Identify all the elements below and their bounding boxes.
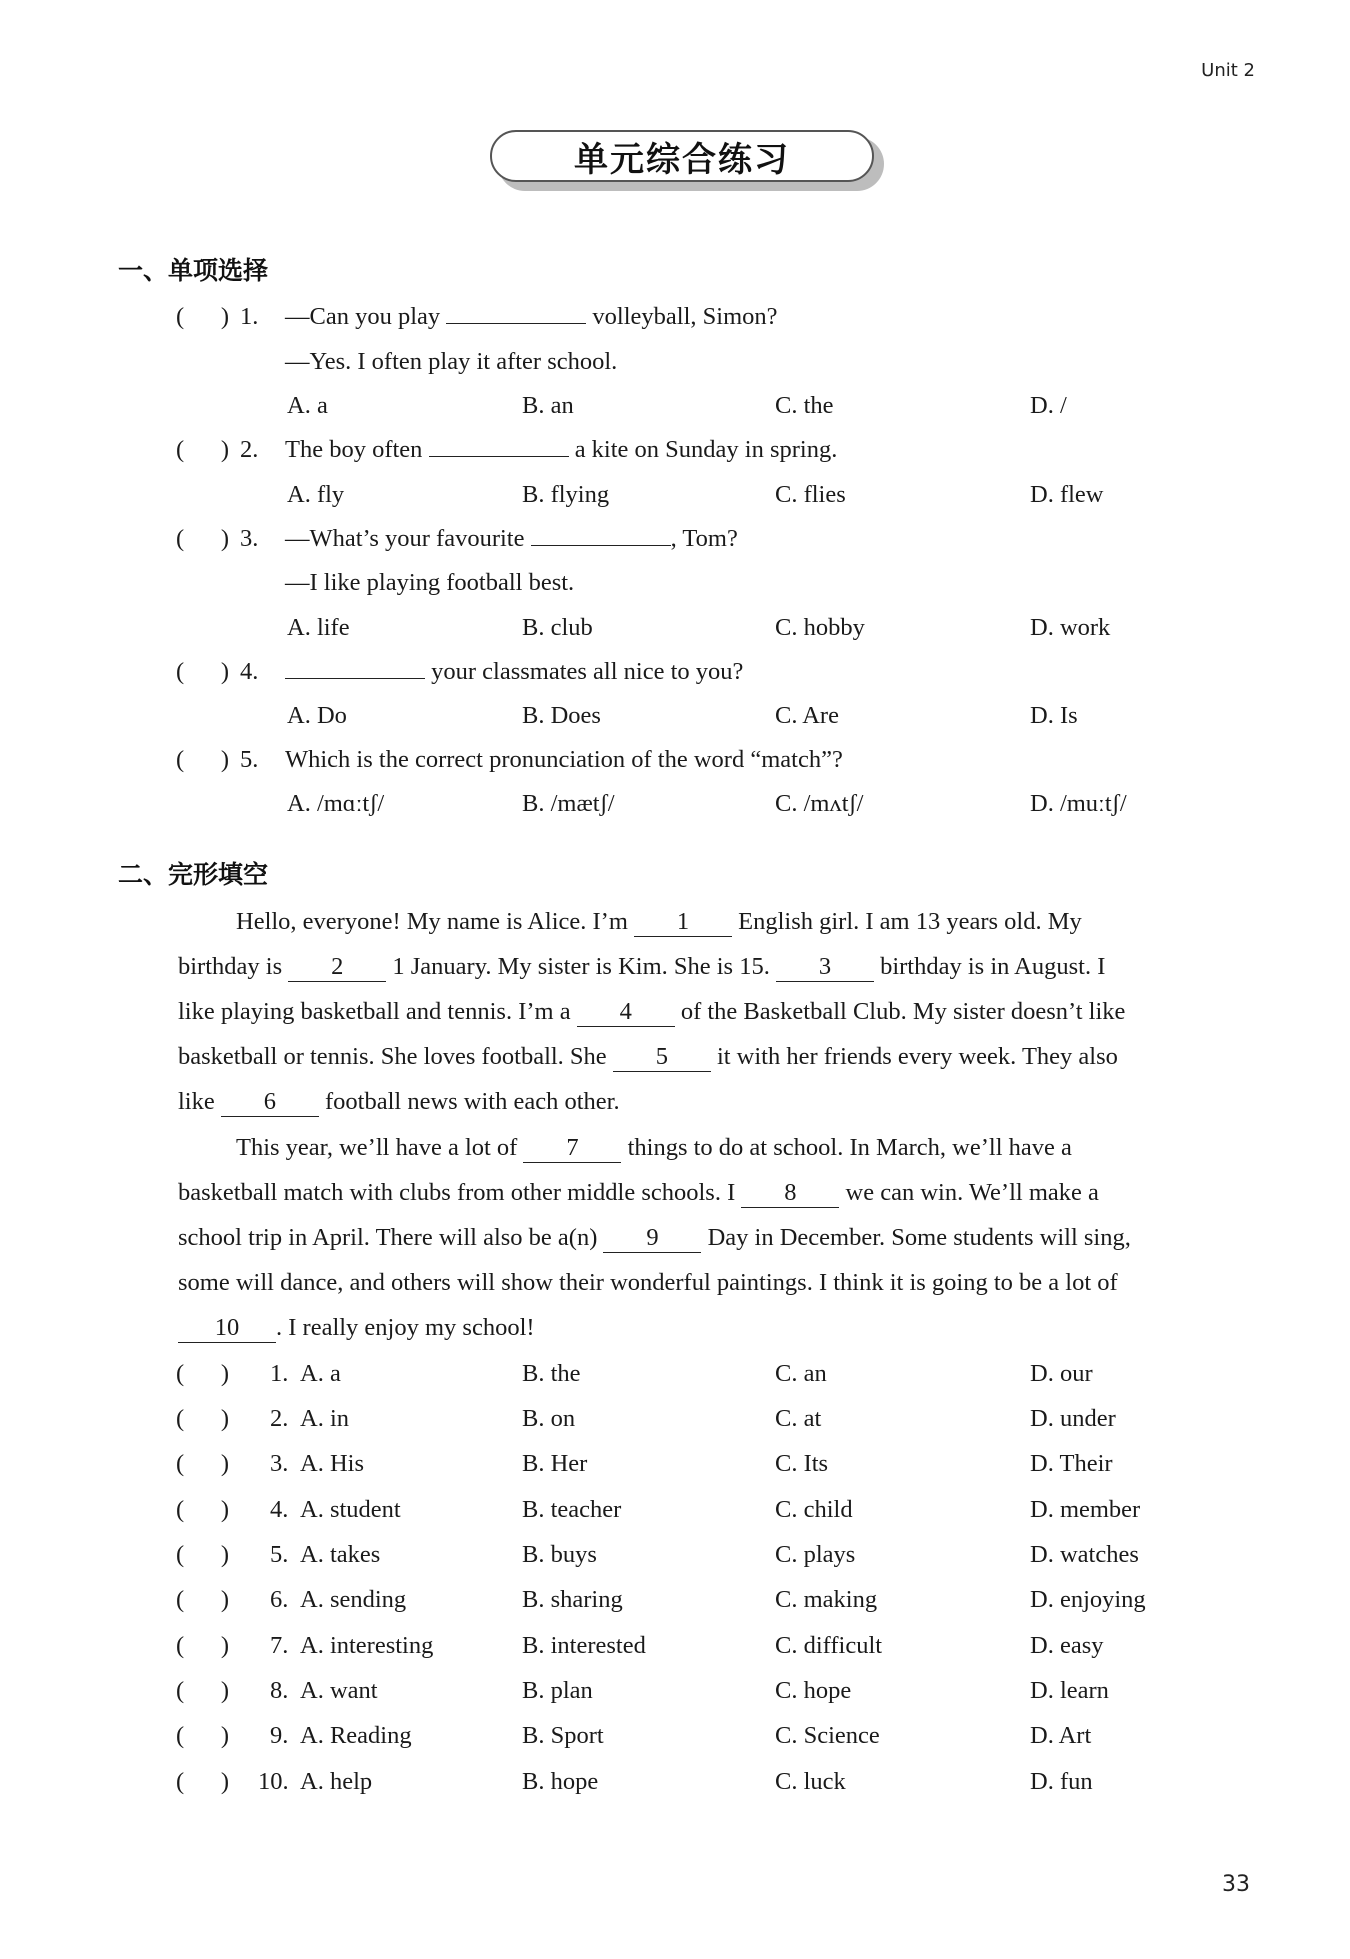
option-b: B. Her — [522, 1450, 588, 1477]
option-d: D. /muːtʃ/ — [1030, 790, 1127, 817]
option-a: A. His — [300, 1450, 364, 1477]
answer-paren[interactable]: ( ) — [176, 1632, 230, 1659]
option-a: A. takes — [300, 1541, 381, 1568]
s2-question-8 — [0, 1671, 1350, 1711]
question-number: 5. — [240, 746, 259, 773]
option-c: C. an — [775, 1360, 827, 1387]
cloze-blank: 2 — [288, 953, 386, 982]
option-d: D. under — [1030, 1405, 1116, 1432]
title-banner-box — [490, 130, 874, 182]
cloze-blank: 9 — [603, 1224, 701, 1253]
option-a: A. student — [300, 1496, 401, 1523]
page-number: 33 — [1222, 1872, 1250, 1897]
option-b: B. teacher — [522, 1496, 622, 1523]
option-d: D. fun — [1030, 1768, 1093, 1795]
question-number: 3. — [270, 1450, 289, 1477]
s2-question-3 — [0, 1444, 1350, 1484]
passage-line: birthday is 2 1 January. My sister is Kim. She is 15. 3 birthday is in August. I — [178, 953, 1106, 980]
option-d: D. enjoying — [1030, 1586, 1146, 1613]
answer-paren[interactable]: ( ) — [176, 658, 230, 685]
option-c: C. Its — [775, 1450, 829, 1477]
option-b: B. buys — [522, 1541, 597, 1568]
s2-question-7 — [0, 1626, 1350, 1666]
s1-question-3-line2 — [0, 563, 1350, 603]
option-d: D. Their — [1030, 1450, 1113, 1477]
option-a: A. interesting — [300, 1632, 434, 1659]
option-b: B. club — [522, 614, 593, 641]
answer-paren[interactable]: ( ) — [176, 525, 230, 552]
question-number: 6. — [270, 1586, 289, 1613]
question-dialogue-reply: —Yes. I often play it after school. — [285, 348, 618, 375]
s1-question-5-options — [0, 784, 1350, 824]
option-b: B. on — [522, 1405, 576, 1432]
unit-label: Unit 2 — [1201, 60, 1255, 81]
question-number: 8. — [270, 1677, 289, 1704]
answer-paren[interactable]: ( ) — [176, 1586, 230, 1613]
answer-paren[interactable]: ( ) — [176, 1450, 230, 1477]
option-d: D. / — [1030, 392, 1067, 419]
option-b: B. /mætʃ/ — [522, 790, 615, 817]
option-c: C. Are — [775, 702, 839, 729]
s2-question-10 — [0, 1762, 1350, 1802]
question-stem: —What’s your favourite , Tom? — [285, 519, 738, 559]
s2-question-1 — [0, 1354, 1350, 1394]
s1-question-1-options — [0, 386, 1350, 426]
option-a: A. /mɑːtʃ/ — [287, 790, 385, 817]
option-d: D. our — [1030, 1360, 1093, 1387]
answer-paren[interactable]: ( ) — [176, 1722, 230, 1749]
answer-paren[interactable]: ( ) — [176, 303, 230, 330]
s1-question-4 — [0, 652, 1350, 692]
option-d: D. learn — [1030, 1677, 1109, 1704]
question-stem: The boy often a kite on Sunday in spring. — [285, 430, 837, 470]
answer-paren[interactable]: ( ) — [176, 1405, 230, 1432]
option-b: B. hope — [522, 1768, 599, 1795]
option-b: B. Does — [522, 702, 601, 729]
option-c: C. child — [775, 1496, 853, 1523]
option-a: A. Reading — [300, 1722, 412, 1749]
option-a: A. in — [300, 1405, 349, 1432]
s1-question-2-options — [0, 475, 1350, 515]
answer-paren[interactable]: ( ) — [176, 1360, 230, 1387]
option-c: C. flies — [775, 481, 846, 508]
option-d: D. work — [1030, 614, 1111, 641]
passage-line: This year, we’ll have a lot of 7 things to do at school. In March, we’ll have a — [236, 1134, 1072, 1161]
cloze-blank: 4 — [577, 998, 675, 1027]
option-a: A. a — [287, 392, 328, 419]
s2-question-5 — [0, 1535, 1350, 1575]
option-a: A. a — [300, 1360, 341, 1387]
s1-question-5 — [0, 740, 1350, 780]
option-d: D. watches — [1030, 1541, 1139, 1568]
passage-line: basketball or tennis. She loves football. She 5 it with her friends every week. They also — [178, 1043, 1118, 1070]
option-d: D. easy — [1030, 1632, 1104, 1659]
question-number: 5. — [270, 1541, 289, 1568]
question-dialogue-reply: —I like playing football best. — [285, 569, 575, 596]
s1-question-1-line2 — [0, 342, 1350, 382]
question-stem: your classmates all nice to you? — [285, 652, 743, 692]
option-d: D. Art — [1030, 1722, 1092, 1749]
option-c: C. the — [775, 392, 834, 419]
question-stem: —Can you play volleyball, Simon? — [285, 297, 778, 337]
option-c: C. luck — [775, 1768, 846, 1795]
option-a: A. help — [300, 1768, 373, 1795]
option-a: A. Do — [287, 702, 347, 729]
option-a: A. sending — [300, 1586, 407, 1613]
option-b: B. an — [522, 392, 574, 419]
cloze-blank: 7 — [523, 1134, 621, 1163]
s1-question-4-options — [0, 696, 1350, 736]
question-number: 4. — [270, 1496, 289, 1523]
option-c: C. hope — [775, 1677, 852, 1704]
option-b: B. interested — [522, 1632, 646, 1659]
answer-blank — [429, 430, 569, 457]
option-b: B. the — [522, 1360, 581, 1387]
passage-line: Hello, everyone! My name is Alice. I’m 1 English girl. I am 13 years old. My — [236, 908, 1082, 935]
answer-blank — [285, 652, 425, 679]
option-b: B. plan — [522, 1677, 593, 1704]
question-number: 2. — [270, 1405, 289, 1432]
answer-paren[interactable]: ( ) — [176, 1677, 230, 1704]
section2-heading: 二、完形填空 — [118, 860, 269, 889]
option-c: C. making — [775, 1586, 878, 1613]
cloze-blank: 8 — [741, 1179, 839, 1208]
option-a: A. want — [300, 1677, 378, 1704]
cloze-blank: 6 — [221, 1088, 319, 1117]
option-d: D. flew — [1030, 481, 1104, 508]
option-b: B. Sport — [522, 1722, 604, 1749]
passage-line: like 6 football news with each other. — [178, 1088, 620, 1115]
answer-blank — [446, 297, 586, 324]
option-b: B. sharing — [522, 1586, 623, 1613]
question-number: 9. — [270, 1722, 289, 1749]
question-number: 1. — [270, 1360, 289, 1387]
option-a: A. life — [287, 614, 350, 641]
question-number: 10. — [258, 1768, 289, 1795]
option-a: A. fly — [287, 481, 345, 508]
s2-question-6 — [0, 1580, 1350, 1620]
option-c: C. plays — [775, 1541, 856, 1568]
option-c: C. Science — [775, 1722, 880, 1749]
option-c: C. hobby — [775, 614, 865, 641]
question-stem: Which is the correct pronunciation of the word “match”? — [285, 746, 843, 773]
answer-paren[interactable]: ( ) — [176, 746, 230, 773]
passage-line: 10 . I really enjoy my school! — [178, 1308, 1253, 1348]
cloze-blank: 10 — [178, 1314, 276, 1343]
s1-question-2 — [0, 430, 1350, 470]
option-d: D. Is — [1030, 702, 1078, 729]
answer-paren[interactable]: ( ) — [176, 1541, 230, 1568]
section1-heading: 一、单项选择 — [118, 256, 269, 285]
option-c: C. /mʌtʃ/ — [775, 790, 864, 817]
page-title: 单元综合练习 — [574, 139, 790, 180]
option-c: C. difficult — [775, 1632, 883, 1659]
answer-paren[interactable]: ( ) — [176, 436, 230, 463]
option-d: D. member — [1030, 1496, 1141, 1523]
s1-question-3-options — [0, 608, 1350, 648]
passage-line: school trip in April. There will also be a(n) 9 Day in December. Some students will sing, — [178, 1224, 1131, 1251]
passage-line: like playing basketball and tennis. I’m a 4 of the Basketball Club. My sister doesn’t like — [178, 998, 1126, 1025]
question-number: 4. — [240, 658, 259, 685]
option-c: C. at — [775, 1405, 822, 1432]
answer-blank — [531, 519, 671, 546]
cloze-blank: 3 — [776, 953, 874, 982]
title-banner — [490, 130, 882, 188]
cloze-blank: 5 — [613, 1043, 711, 1072]
s2-question-2 — [0, 1399, 1350, 1439]
question-number: 3. — [240, 525, 259, 552]
question-number: 1. — [240, 303, 259, 330]
cloze-blank: 1 — [634, 908, 732, 937]
answer-paren[interactable]: ( ) — [176, 1768, 230, 1795]
s1-question-3 — [0, 519, 1350, 559]
answer-paren[interactable]: ( ) — [176, 1496, 230, 1523]
s1-question-1 — [0, 297, 1350, 337]
passage-line: some will dance, and others will show their wonderful paintings. I think it is going to be a lot of — [178, 1269, 1118, 1296]
s2-question-4 — [0, 1490, 1350, 1530]
question-number: 7. — [270, 1632, 289, 1659]
question-number: 2. — [240, 436, 259, 463]
passage-line: basketball match with clubs from other middle schools. I 8 we can win. We’ll make a — [178, 1179, 1099, 1206]
s2-question-9 — [0, 1716, 1350, 1756]
option-b: B. flying — [522, 481, 610, 508]
